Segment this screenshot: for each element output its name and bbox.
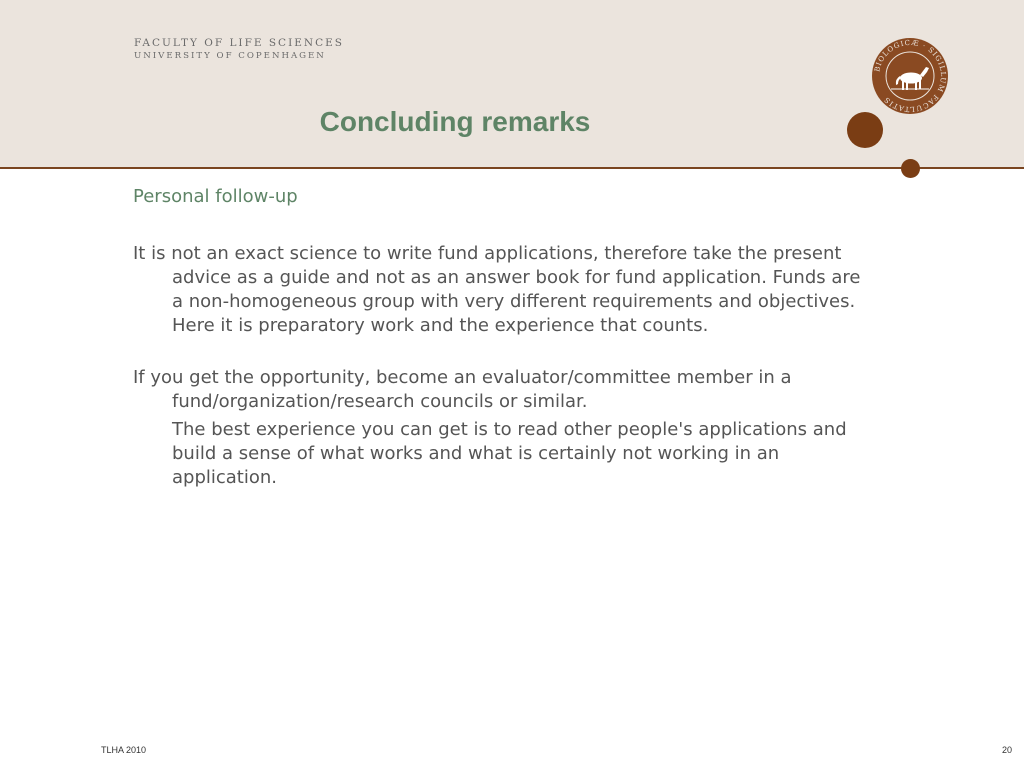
horse-seal-icon [871, 37, 949, 115]
header-divider [0, 167, 1024, 169]
slide-body [133, 242, 863, 490]
decorative-dot-large [847, 112, 883, 148]
body-paragraph-1: It is not an exact science to write fund applications, therefore take the present advice as a guide and not as an answer book for fund application. Funds are a non-homogeneous group with very different requirements and objectives. Here it is preparatory work and the experience that counts. [133, 243, 861, 336]
university-name: UNIVERSITY OF COPENHAGEN [134, 51, 326, 61]
decorative-dot-small [901, 159, 920, 178]
slide-title: Concluding remarks [319, 106, 591, 137]
seal-text: BIOLOGICÆ · SIGILLUM FACULTATIS [873, 38, 948, 114]
body-paragraph-2: If you get the opportunity, become an evaluator/committee member in a fund/organization/research councils or similar. [133, 367, 792, 412]
body-subparagraph: The best experience you can get is to read other people's applications and build a sense of what works and what is certainly not working in an application. [172, 419, 847, 488]
footer-label: TLHA 2010 [101, 745, 147, 755]
faculty-name: FACULTY OF LIFE SCIENCES [134, 37, 344, 49]
section-subtitle: Personal follow-up [133, 186, 298, 207]
page-number: 20 [1001, 745, 1012, 755]
